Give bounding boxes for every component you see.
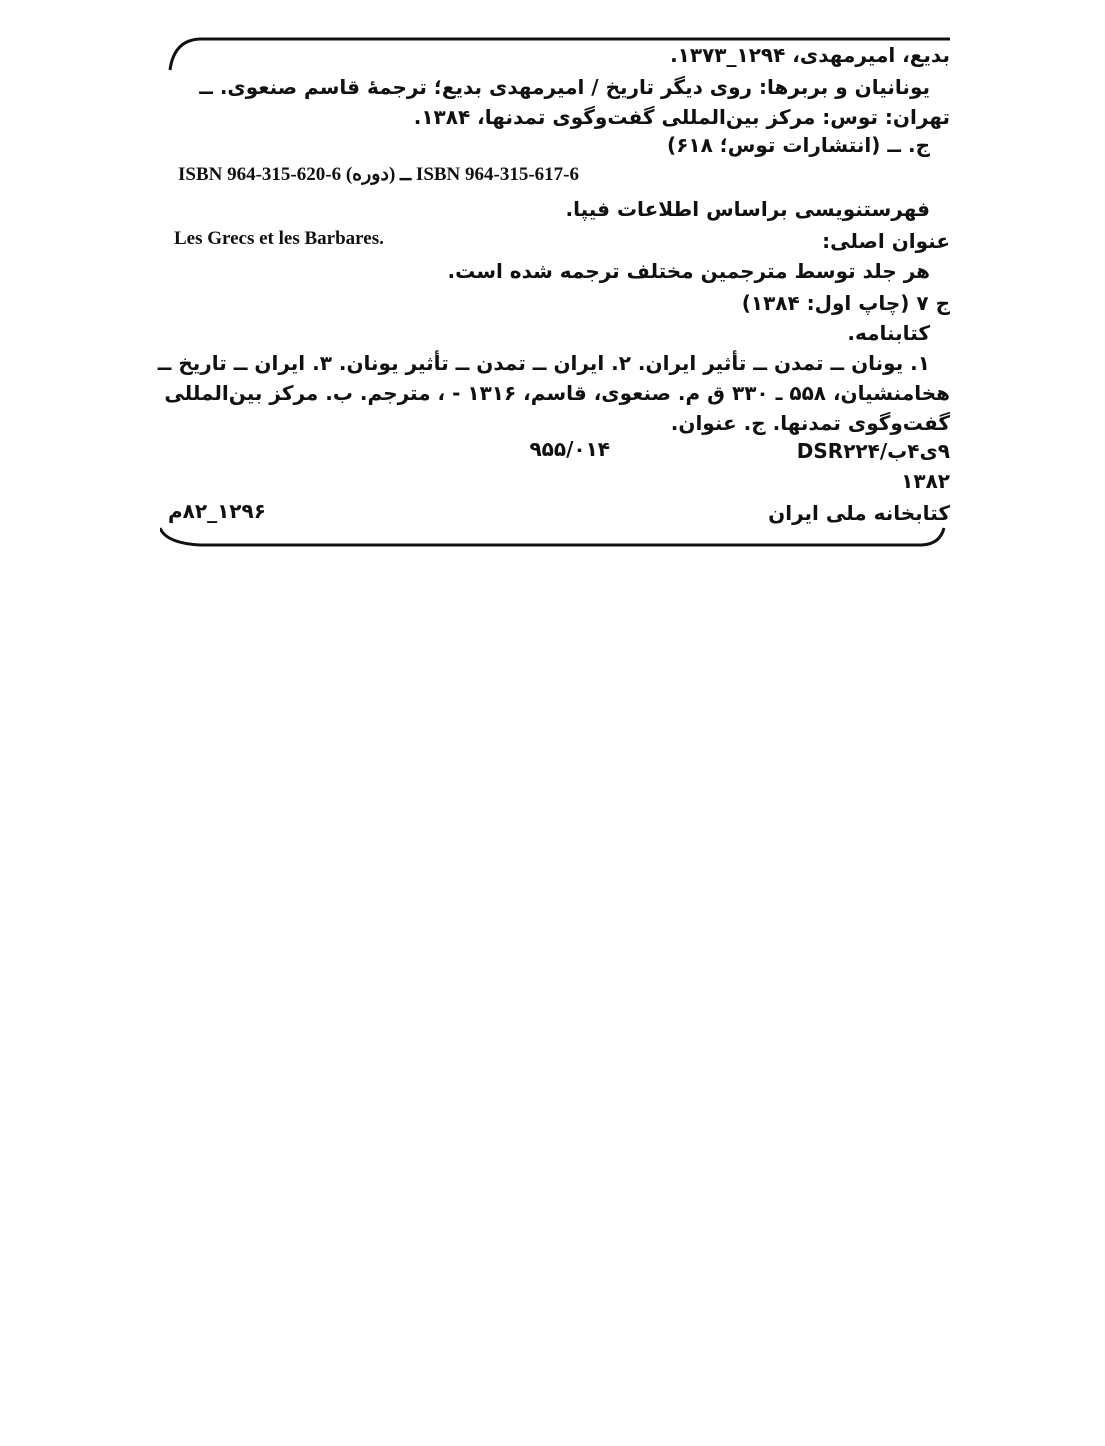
author-heading: بدیع، امیرمهدی، ۱۲۹۴_۱۳۷۳. [670, 43, 950, 67]
record-number: ۱۲۹۶_۸۲م [168, 499, 266, 523]
bibliography-note: کتابنامه. [847, 321, 930, 345]
series-line: ج. ــ (انتشارات توس؛ ۶۱۸) [667, 133, 930, 157]
isbn-line [178, 162, 579, 188]
fipa-note: فهرستنویسی براساس اطلاعات فیپا. [565, 197, 930, 221]
subjects-line-3: گفت‌وگوی تمدنها. ج. عنوان. [670, 411, 950, 435]
isbn-separator: ــ [400, 164, 412, 185]
volume-note: ج ۷ (چاپ اول: ۱۳۸۴) [741, 291, 950, 315]
isbn-volume: ISBN 964-315-617-6 [415, 164, 580, 185]
catalog-card [157, 36, 950, 556]
subjects-line-2: هخامنشیان، ۵۵۸ ـ ۳۳۰ ق م. صنعوی، قاسم، ۱۳۱۶ - ، مترجم. ب. مرکز بین‌المللی [164, 381, 950, 405]
subjects-line-1: ۱. یونان ــ تمدن ــ تأثیر ایران. ۲. ایران ــ تمدن ــ تأثیر یونان. ۳. ایران ــ تاریخ ــ [157, 351, 930, 375]
publication-line: تهران: توس: مرکز بین‌المللی گفت‌وگوی تمدنها، ۱۳۸۴. [413, 105, 950, 129]
isbn-set: ISBN 964-315-620-6 (دوره) [178, 164, 396, 185]
title-statement: یونانیان و بربرها: روی دیگر تاریخ / امیرمهدی بدیع؛ ترجمهٔ قاسم صنعوی. ــ [199, 75, 930, 99]
dewey-classification: ۹۵۵/۰۱۴ [529, 437, 610, 461]
lc-year: ۱۳۸۲ [901, 469, 950, 493]
lc-classification: ۹ی۴ب/DSR۲۲۴ [796, 439, 950, 463]
card-frame-bottom-curve [160, 528, 944, 545]
translators-note: هر جلد توسط مترجمین مختلف ترجمه شده است. [447, 259, 930, 283]
original-title-label: عنوان اصلی: [822, 229, 950, 253]
original-title: Les Grecs et les Barbares. [174, 228, 384, 249]
library-name: کتابخانه ملی ایران [768, 501, 950, 525]
